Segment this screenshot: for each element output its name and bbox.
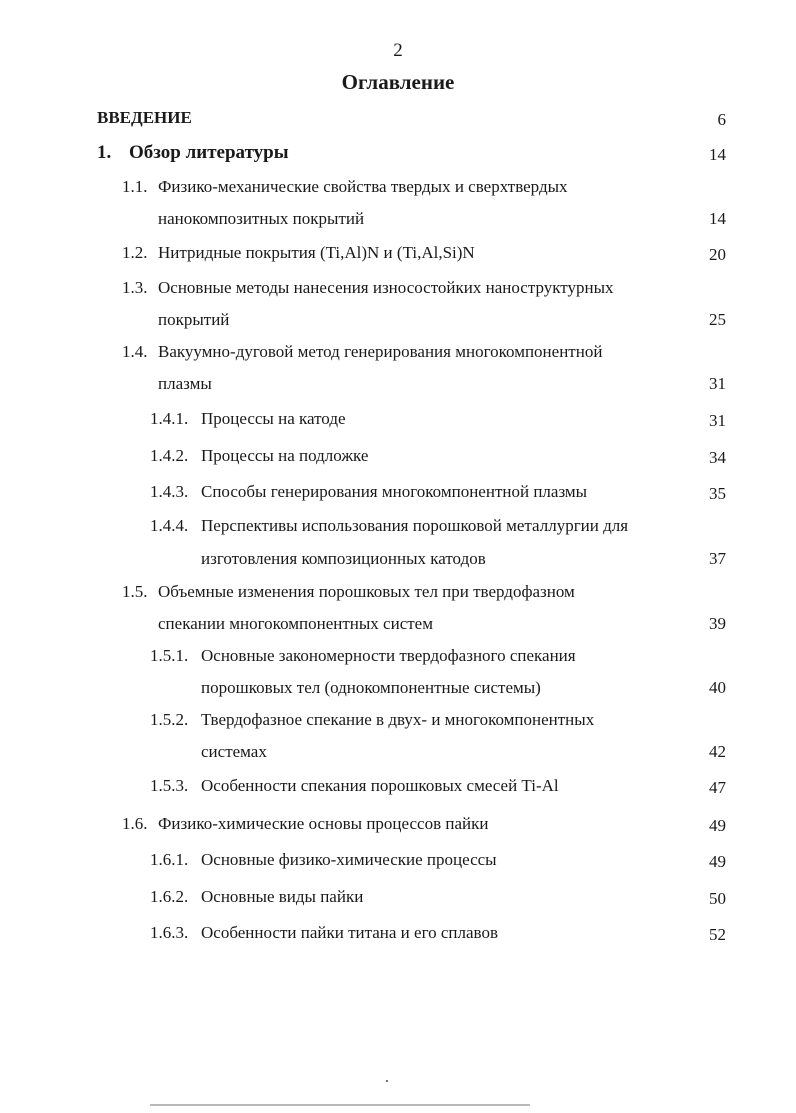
toc-entry-number: 1.1. bbox=[122, 177, 148, 196]
toc-entry-number: 1.5.2. bbox=[150, 710, 189, 729]
toc-entry-number: 1. bbox=[97, 142, 112, 163]
toc-entry-number: 1.4.4. bbox=[150, 516, 189, 535]
toc-entry-number: 1.6.1. bbox=[150, 850, 189, 869]
toc-entry-text: Физико-химические основы процессов пайки bbox=[158, 814, 489, 833]
toc-entry-text-continued: системах bbox=[201, 742, 267, 761]
toc-page-number: 49 bbox=[709, 816, 726, 835]
toc-entry-text: Особенности пайки титана и его сплавов bbox=[201, 923, 498, 942]
toc-page-number: 39 bbox=[709, 614, 726, 633]
toc-entry-text: Физико-механические свойства твердых и сверхтвердых bbox=[158, 177, 568, 196]
toc-entry-number: 1.5.1. bbox=[150, 646, 189, 665]
page-title: Оглавление bbox=[341, 70, 455, 94]
scan-artifact-dot bbox=[386, 1080, 388, 1082]
toc-entry-number: 1.6.3. bbox=[150, 923, 189, 942]
toc-entry-text: Процессы на катоде bbox=[201, 409, 346, 428]
toc-entry-text: Основные методы нанесения износостойких наноструктурных bbox=[158, 278, 614, 297]
toc-entry-number: 1.2. bbox=[122, 243, 148, 262]
toc-entry-text-continued: покрытий bbox=[158, 310, 230, 329]
toc-entry-text: Объемные изменения порошковых тел при твердофазном bbox=[158, 582, 575, 601]
toc-entry-text-continued: плазмы bbox=[158, 374, 212, 393]
toc-entry-number: 1.6. bbox=[122, 814, 148, 833]
toc-page-number: 50 bbox=[709, 889, 726, 908]
toc-entry-text: Нитридные покрытия (Ti,Al)N и (Ti,Al,Si)N bbox=[158, 243, 475, 262]
toc-entry-number: 1.6.2. bbox=[150, 887, 189, 906]
toc-page-number: 40 bbox=[709, 678, 726, 697]
toc-entry-text: Особенности спекания порошковых смесей Ti-Al bbox=[201, 776, 559, 795]
toc-entry-number: 1.3. bbox=[122, 278, 148, 297]
scan-artifact-edge bbox=[150, 1104, 530, 1106]
toc-page-number: 52 bbox=[709, 925, 726, 944]
toc-entry-number: 1.4.1. bbox=[150, 409, 189, 428]
toc-page-number: 35 bbox=[709, 484, 726, 503]
toc-entry-text: Обзор литературы bbox=[129, 142, 289, 163]
toc-entry-text: Основные закономерности твердофазного спекания bbox=[201, 646, 576, 665]
toc-page-number: 49 bbox=[709, 852, 726, 871]
toc-entry-text-continued: спекании многокомпонентных систем bbox=[158, 614, 433, 633]
toc-page-number: 31 bbox=[709, 374, 726, 393]
toc-page-number: 25 bbox=[709, 310, 726, 329]
toc-entry-text: Основные физико-химические процессы bbox=[201, 850, 497, 869]
toc-entry-text: Процессы на подложке bbox=[201, 446, 369, 465]
toc-entry-text-continued: нанокомпозитных покрытий bbox=[158, 209, 365, 228]
toc-page-number: 31 bbox=[709, 411, 726, 430]
toc-entry-number: 1.4. bbox=[122, 342, 148, 361]
toc-page-number: 20 bbox=[709, 245, 726, 264]
toc-entry-number: 1.4.2. bbox=[150, 446, 189, 465]
toc-page-number: 34 bbox=[709, 448, 726, 467]
toc-entry-text: Способы генерирования многокомпонентной плазмы bbox=[201, 482, 588, 501]
toc-page-number: 47 bbox=[709, 778, 726, 797]
toc-entry-text: Перспективы использования порошковой металлургии для bbox=[201, 516, 629, 535]
toc-entry-text: Твердофазное спекание в двух- и многокомпонентных bbox=[201, 710, 595, 729]
toc-entry-text: ВВЕДЕНИЕ bbox=[97, 108, 192, 127]
toc-page-number: 14 bbox=[709, 209, 726, 228]
toc-entry-number: 1.5.3. bbox=[150, 776, 189, 795]
toc-entry-text: Вакуумно-дуговой метод генерирования многокомпонентной bbox=[158, 342, 603, 361]
toc-page-number: 6 bbox=[717, 110, 726, 129]
toc-entry-number: 1.4.3. bbox=[150, 482, 189, 501]
toc-page-number: 37 bbox=[709, 549, 726, 568]
toc-entry-text-continued: порошковых тел (однокомпонентные системы) bbox=[201, 678, 541, 697]
toc-entry-text: Основные виды пайки bbox=[201, 887, 364, 906]
toc-page-number: 14 bbox=[709, 145, 726, 164]
toc-entry-text-continued: изготовления композиционных катодов bbox=[201, 549, 486, 568]
toc-page-number: 42 bbox=[709, 742, 726, 761]
toc-entry-number: 1.5. bbox=[122, 582, 148, 601]
page-number: 2 bbox=[393, 40, 403, 61]
